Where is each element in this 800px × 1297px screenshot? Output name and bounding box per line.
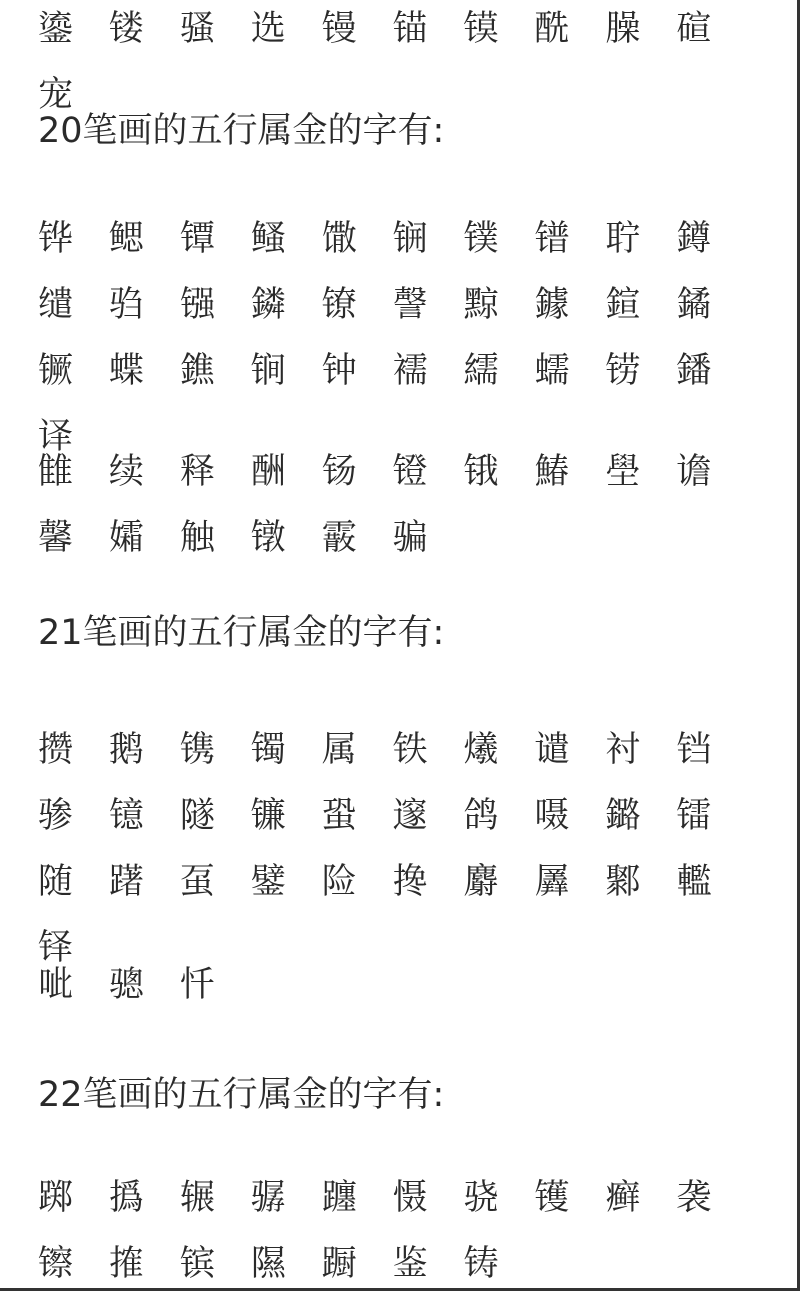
character-list: 铧 鳃 镡 鳋 馓 锎 镤 镨 聍 鐏 缱 驺 镪 鏻 镣 謦 黥 鐻 鍹 鐍 镢 蝶 鐎 锏 钟 襦 繻 蠕 铹 鐇 译	[38, 219, 724, 457]
stroke-count-heading-22: 22笔画的五行属金的字有:	[38, 1075, 445, 1115]
character-list: 雔 续 释 酬 钖 镫 锇 鰆 壆 谵 馨 孀 触 镦 霰 骗	[38, 452, 724, 558]
character-list: 踯 撝 辗 骣 躔 慑 骁 镬 癣 袭 镲 搉 镔 隰 蹰 鉴 铸	[38, 1178, 724, 1284]
stroke-count-heading-21: 21笔画的五行属金的字有:	[38, 613, 445, 653]
character-list: 鎏 镂 骚 选 镘 锚 镆 酰 臊 碹 宠	[38, 9, 724, 115]
stroke-count-heading-20: 20笔画的五行属金的字有:	[38, 111, 445, 151]
character-list: 呲 骢 忏	[38, 965, 228, 1005]
character-list: 攒 鹅 镌 镯 属 铁 爔 谴 衬 铛 骖 镱 隧 镰 蛩 邃 鸽 嗫 鏴 镭 随 躇 虿 鐾 险 搀 麝 羼 鄹 轞 铎	[38, 730, 724, 968]
